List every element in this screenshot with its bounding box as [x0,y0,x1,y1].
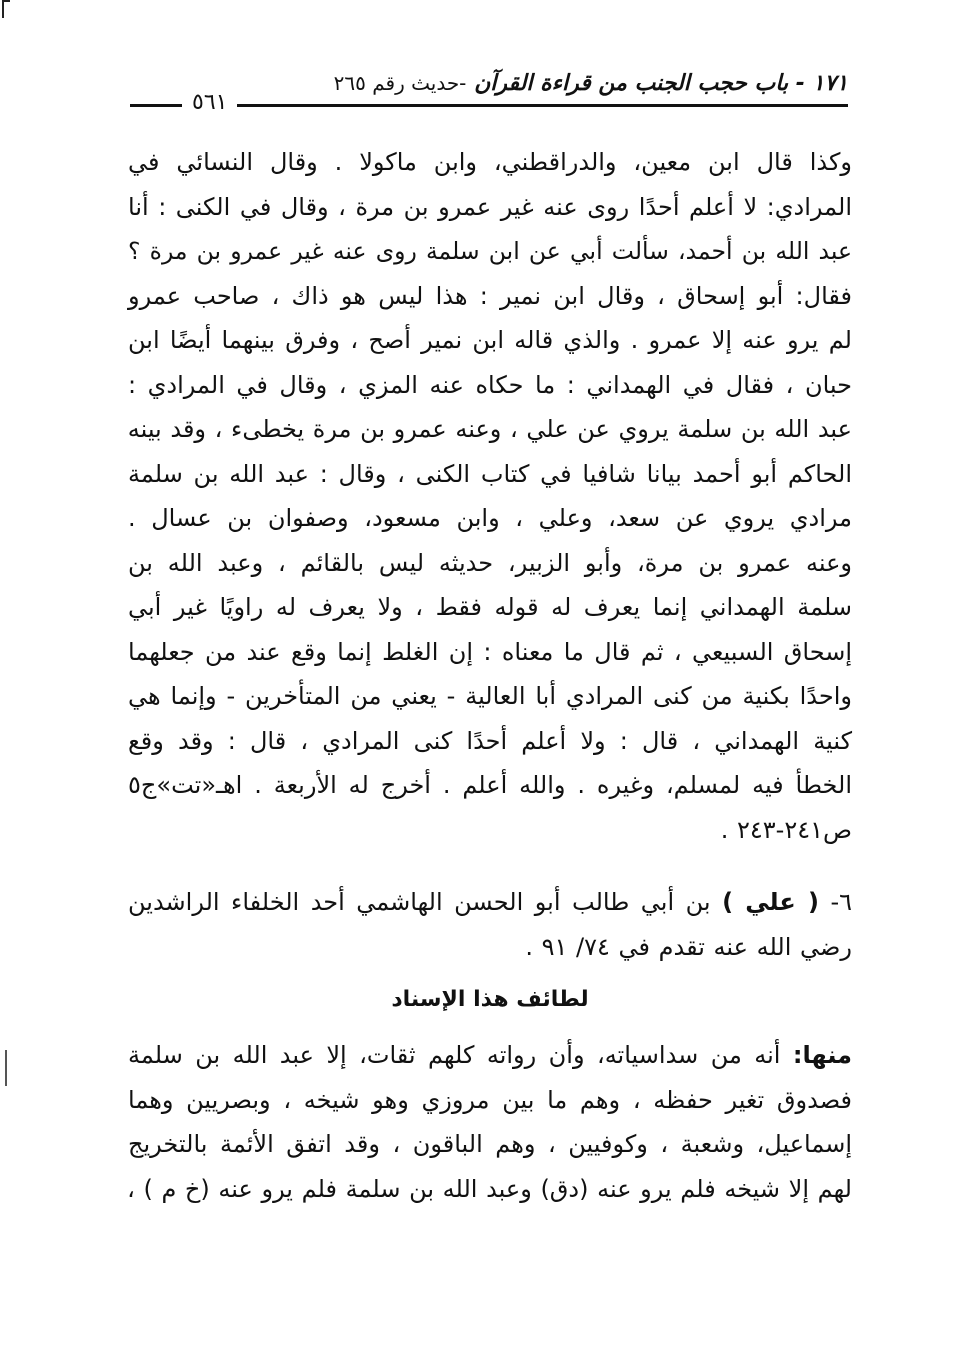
text-line: الخطأ فيه لمسلم، وغيره . والله أعلم . أخرج له الأربعة . اهـ«تت»ج٥ [128,771,852,799]
scan-edge-mark [5,1050,7,1086]
page-number: ٥٦١ [182,88,237,118]
text-line: حبان ، فقال في الهمداني : ما حكاه عنه المزي ، وقال في المرادي : [128,370,852,399]
text-line: مرادي يروي عن سعد، وعلي ، وابن مسعود، وصفوان بن عسال . [128,504,852,532]
entry-number: ٦- [830,888,852,916]
text-line: عبد الله بن سلمة يروي عن علي ، وعنه عمرو بن مرة يخطىء ، وقد بينه [127,415,852,443]
text-line: وعنه عمرو بن مرة، وأبو الزبير، حديثه ليس بالقائم ، وعبد الله بن [128,548,852,577]
text-line: سلمة الهمداني إنما يعرف له قوله فقط ، ولا يعرف له راويًا غير أبي [128,593,852,621]
text-line: إسماعيل، وشعبة ، وكوفيين ، وهم الباقون ، وقد اتفق الأئمة بالتخريج [128,1130,852,1158]
text-line: المرادي: لا أعلم أحدًا روى عنه غير عمرو بن مرة ، وقال في الكنى : أنا [128,192,852,221]
text-line [128,880,852,925]
text-line: فصدوق تغير حفظه ، وهم ما بين مروزي وهو شيخه ، وبصريين وهما [128,1085,852,1114]
header-rule [130,104,848,107]
text-line: الحاكم أبو أحمد بيانا شافيا في كتاب الكنى ، وقال : عبد الله بن سلمة [128,459,852,488]
text-line: ص٢٤١-٢٤٣ . [720,815,852,844]
lead-word: منها: [792,1041,852,1069]
hadith-reference: -حديث رقم ٢٦٥ [333,71,467,95]
text-line: وكذا قال ابن معين، والدراقطني، وابن ماكولا . وقال النسائي في [128,148,852,176]
scan-corner-mark [2,0,10,18]
text-line: واحدًا بكنية من كنى المرادي أبا العالية - يعني من المتأخرين - وإنما هي [128,682,852,710]
text-line: إسحاق السبيعي ، ثم قال ما معناه : إن الغلط إنما وقع عند من جعلهما [128,637,852,666]
entry-text: أنه من سداسياته، وأن رواته كلهم ثقات، إلا عبد الله بن سلمة [128,1041,781,1069]
chapter-title [334,66,848,101]
text-line: عبد الله بن أحمد، سألت أبي عن ابن سلمة روى عنه غير عمرو بن مرة ؟ [128,237,852,265]
text-line [128,1033,852,1078]
chapter-title-text: ١٧١ - باب حجب الجنب من قراءة القرآن [474,71,848,96]
narrator-name: ( علي ) [722,888,819,916]
narrator-entry-ali [128,880,852,969]
running-header [130,66,848,116]
text-line: لهم إلا شيخه فلم يرو عنه (دق) وعبد الله بن سلمة فلم يرو عنه (خ م ) ، [127,1174,852,1203]
text-line: لم يرو عنه إلا عمرو . والذي قاله ابن نمير أصح ، وفرق بينهما أيضًا ابن [128,326,852,354]
isnad-notes-paragraph [128,1033,852,1211]
entry-text: بن أبي طالب أبو الحسن الهاشمي أحد الخلفاء الراشدين [128,888,711,916]
text-line: كنية الهمداني ، قال : ولا أعلم أحدًا كنى المرادي ، قال : وقد وقع [128,726,852,755]
section-heading: لطائف هذا الإسناد [391,987,589,1012]
narrator-commentary-paragraph [128,140,852,852]
text-line: رضي الله عنه تقدم في ٧٤/ ٩١ . [525,932,852,961]
text-line: فقال: أبو إسحاق ، وقال ابن نمير : هذا ليس هو ذاك ، صاحب عمرو [128,281,852,310]
